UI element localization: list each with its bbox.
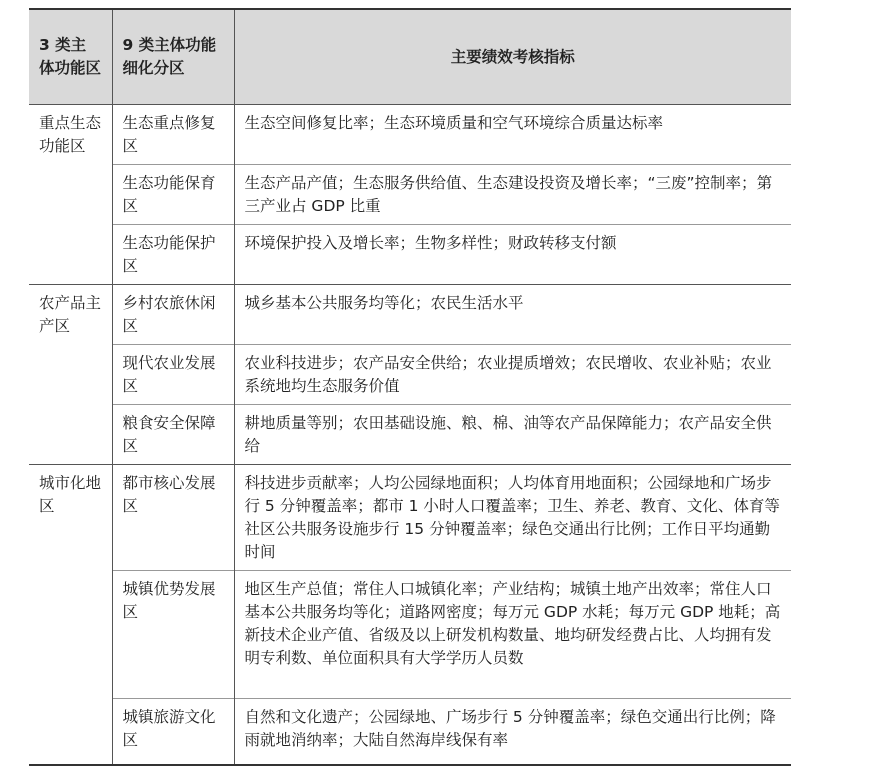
table-row: [29, 571, 791, 699]
sub-zone-cell: 粮食安全保障区: [112, 405, 234, 465]
main-zone-cell: 重点生态功能区: [29, 105, 112, 285]
sub-zone-cell: 都市核心发展区: [112, 465, 234, 571]
indicator-cell: 耕地质量等别；农田基础设施、粮、棉、油等农产品保障能力；农产品安全供给: [234, 405, 791, 465]
table-row: [29, 405, 791, 465]
indicator-cell: 地区生产总值；常住人口城镇化率；产业结构；城镇土地产出效率；常住人口基本公共服务均等化；道路网密度；每万元 GDP 水耗；每万元 GDP 地耗；高新技术企业产值、省级及以上研发机构数量、地均研发经费占比、人均拥有发明专利数、单位面积具有大学学历人员数: [234, 571, 791, 699]
table-row: [29, 105, 791, 165]
indicator-cell: 生态产品产值；生态服务供给值、生态建设投资及增长率；“三废”控制率；第三产业占 GDP 比重: [234, 165, 791, 225]
performance-indicator-table: [29, 8, 791, 766]
table-header: [29, 9, 791, 105]
sub-zone-cell: 生态重点修复区: [112, 105, 234, 165]
header-performance-indicators: 主要绩效考核指标: [234, 9, 791, 105]
indicator-cell: 环境保护投入及增长率；生物多样性；财政转移支付额: [234, 225, 791, 285]
main-zone-cell: 农产品主产区: [29, 285, 112, 465]
indicator-cell: 自然和文化遗产；公园绿地、广场步行 5 分钟覆盖率；绿色交通出行比例；降雨就地消纳率；大陆自然海岸线保有率: [234, 699, 791, 765]
table-row: [29, 225, 791, 285]
table-row: [29, 165, 791, 225]
sub-zone-cell: 城镇旅游文化区: [112, 699, 234, 765]
header-sub-zone: 9 类主体功能细化分区: [112, 9, 234, 105]
sub-zone-cell: 现代农业发展区: [112, 345, 234, 405]
sub-zone-cell: 城镇优势发展区: [112, 571, 234, 699]
table-body: [29, 105, 791, 765]
table-row: [29, 345, 791, 405]
sub-zone-cell: 生态功能保护区: [112, 225, 234, 285]
indicator-cell: 生态空间修复比率；生态环境质量和空气环境综合质量达标率: [244, 114, 664, 132]
indicator-cell: 科技进步贡献率；人均公园绿地面积；人均体育用地面积；公园绿地和广场步行 5 分钟覆盖率；都市 1 小时人口覆盖率；卫生、养老、教育、文化、体育等社区公共服务设施步行 15 分钟覆盖率；绿色交通出行比例；工作日平均通勤时间: [234, 465, 791, 571]
sub-zone-cell: 生态功能保育区: [112, 165, 234, 225]
sub-zone-cell: 乡村农旅休闲区: [112, 285, 234, 345]
main-zone-cell: 城市化地区: [29, 465, 112, 765]
indicator-cell: 农业科技进步；农产品安全供给；农业提质增效；农民增收、农业补贴；农业系统地均生态服务价值: [234, 345, 791, 405]
header-main-function-zone: 3 类主体功能区: [29, 9, 112, 105]
header-row: [29, 9, 791, 105]
table-row: [29, 699, 791, 765]
table-row: [29, 285, 791, 345]
indicator-cell: 城乡基本公共服务均等化；农民生活水平: [234, 285, 791, 345]
table-row: [29, 465, 791, 571]
